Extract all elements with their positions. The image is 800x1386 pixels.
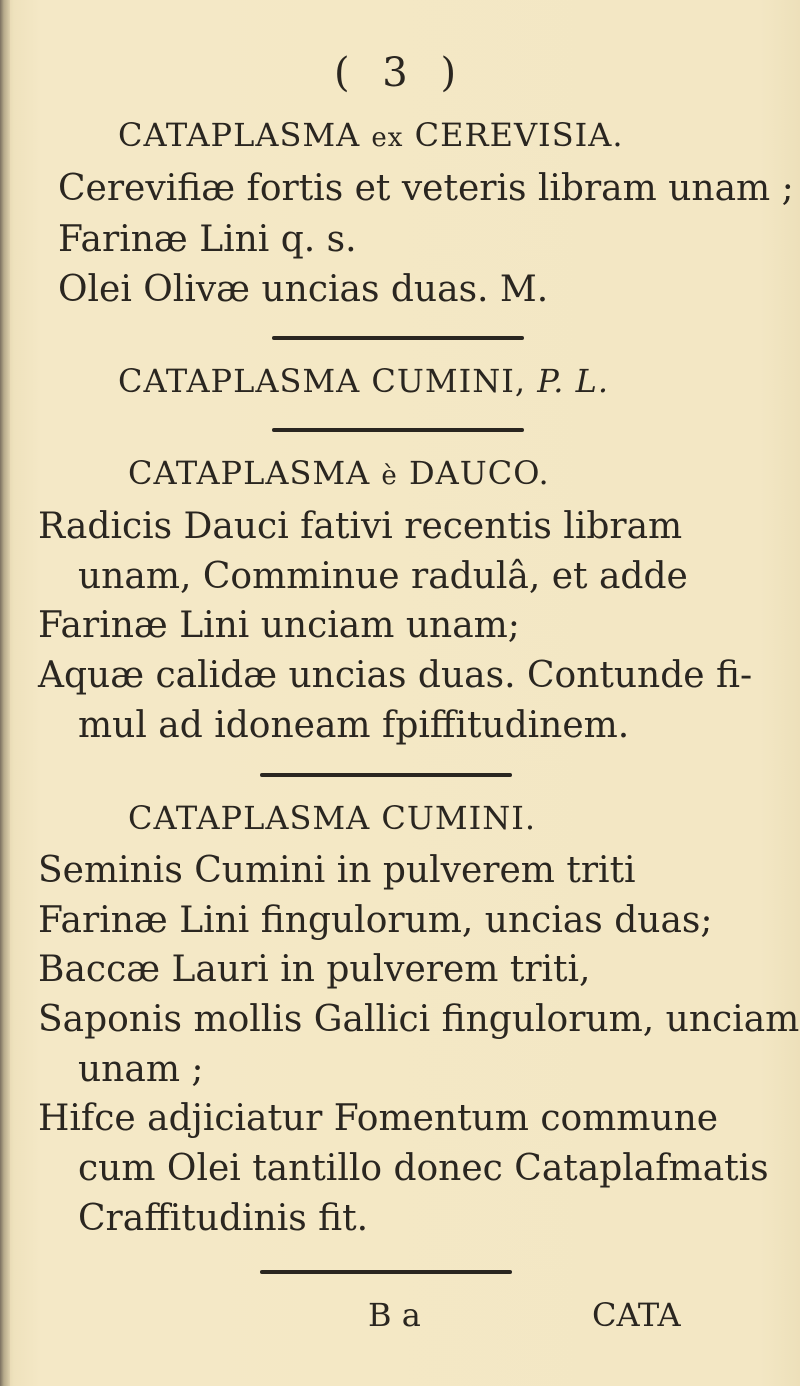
catchword: CATA <box>592 1296 681 1334</box>
heading-cataplasma-dauco: CATAPLASMA è DAUCO. <box>128 453 550 492</box>
signature-mark: B a <box>368 1296 421 1334</box>
recipe-line: Hifce adjiciatur Fomentum commune <box>38 1098 719 1140</box>
recipe-line: Baccæ Lauri in pulverem triti, <box>38 949 591 991</box>
recipe-line: Aquæ calidæ uncias duas. Contunde fi- <box>38 655 753 697</box>
heading-cataplasma-cumini: CATAPLASMA CUMINI. <box>128 798 537 837</box>
recipe-line: Seminis Cumini in pulverem triti <box>38 850 636 892</box>
section-divider <box>272 428 524 432</box>
recipe-line: Farinæ Lini unciam unam; <box>38 605 520 647</box>
recipe-line: mul ad idoneam fpiffitudinem. <box>78 704 630 746</box>
recipe-line: Farinæ Lini q. s. <box>58 218 357 260</box>
recipe-line: unam ; <box>78 1048 204 1090</box>
page-number: ( 3 ) <box>333 49 467 96</box>
recipe-line: Radicis Dauci fativi recentis libram <box>38 506 683 547</box>
recipe-line: cum Olei tantillo donec Cataplafmatis <box>78 1148 769 1190</box>
section-divider <box>272 336 524 340</box>
section-divider <box>260 1270 512 1274</box>
page-spine-edge <box>0 0 10 1386</box>
section-divider <box>260 773 512 777</box>
recipe-line: Olei Olivæ uncias duas. M. <box>58 268 549 310</box>
recipe-line: Farinæ Lini fingulorum, uncias duas; <box>38 899 713 941</box>
recipe-line: Craffitudinis fit. <box>78 1197 369 1239</box>
heading-cataplasma-cerevisia: CATAPLASMA ex CEREVISIA. <box>118 115 624 154</box>
heading-cataplasma-cumini-pl: CATAPLASMA CUMINI, P. L. <box>118 362 610 401</box>
recipe-line: unam, Comminue radulâ, et adde <box>78 555 688 597</box>
recipe-line: Cerevifiæ fortis et veteris libram unam ; <box>58 168 794 210</box>
recipe-line: Saponis mollis Gallici fingulorum, unciam <box>38 999 800 1041</box>
